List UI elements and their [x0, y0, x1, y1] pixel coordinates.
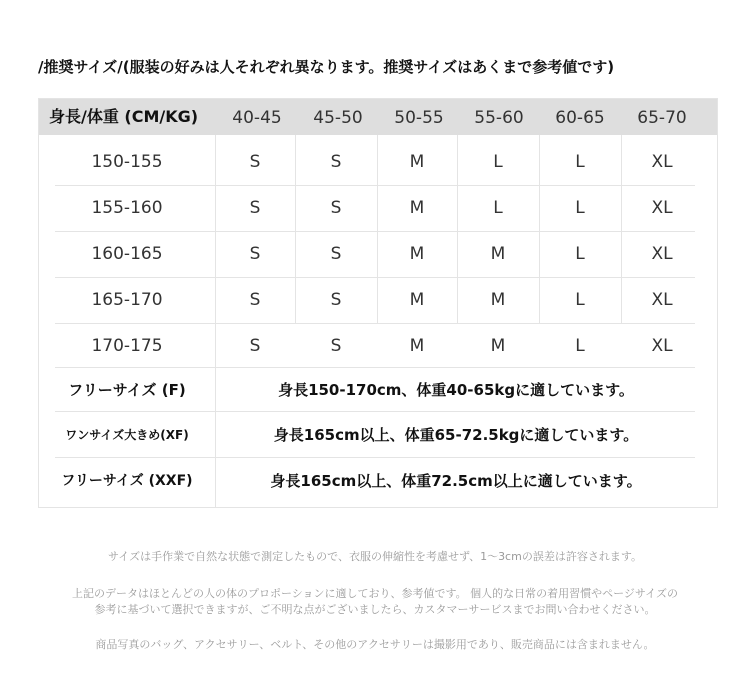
size-cell: XL — [651, 198, 673, 218]
size-chart-table — [38, 98, 718, 508]
note-accessories-not-included: 商品写真のバッグ、アクセサリー、ベルト、その他のアクセサリーは撮影用であり、販売商品には含まれません。 — [95, 638, 655, 651]
size-cell: M — [490, 244, 506, 264]
corner-label: 身長/体重 (CM/KG) — [49, 107, 199, 126]
size-cell: L — [575, 244, 585, 264]
size-cell: XL — [651, 336, 673, 356]
free-size-row — [39, 367, 717, 411]
note-reference-values: 上記のデータはほとんどの人の体のプロポーションに適しており、参考値です。 個人的な日常の着用習慣やページサイズの — [71, 587, 679, 600]
size-cell: XL — [651, 152, 673, 172]
size-cell: M — [409, 152, 425, 172]
size-cell: L — [575, 336, 585, 356]
size-cell: M — [409, 198, 425, 218]
note-measurement-tolerance: サイズは手作業で自然な状態で測定したもので、衣服の伸縮性を考慮せず、1～3cmの誤差は許容されます。 — [108, 550, 642, 563]
size-guide-heading: /推奨サイズ/(服装の好みは人それぞれ異なります。推奨サイズはあくまで参考値です) — [38, 58, 615, 76]
table-row — [39, 231, 717, 277]
free-size-description: 身長165cm以上、体重65-72.5kgに適しています。 — [273, 425, 639, 444]
size-cell: S — [249, 152, 261, 172]
table-row — [39, 277, 717, 323]
free-size-label: フリーサイズ (XXF) — [61, 473, 193, 489]
table-row — [39, 185, 717, 231]
size-cell: S — [330, 198, 342, 218]
weight-column-header: 60-65 — [555, 108, 605, 128]
size-cell: M — [409, 244, 425, 264]
free-size-label: ワンサイズ大きめ(XF) — [65, 427, 189, 442]
free-size-row — [39, 411, 717, 457]
weight-column-header: 55-60 — [474, 108, 524, 128]
height-range-cell: 155-160 — [91, 198, 163, 218]
height-range-cell: 165-170 — [91, 290, 163, 310]
size-cell: S — [330, 152, 342, 172]
table-header-row — [39, 99, 717, 135]
size-cell: M — [490, 336, 506, 356]
free-size-description: 身長165cm以上、体重72.5cm以上に適しています。 — [270, 471, 642, 490]
weight-column-header: 45-50 — [313, 108, 363, 128]
size-cell: L — [493, 198, 503, 218]
size-cell: S — [249, 336, 261, 356]
size-cell: S — [330, 244, 342, 264]
table-row — [39, 323, 717, 369]
height-range-cell: 150-155 — [91, 152, 163, 172]
table-row — [39, 139, 717, 185]
free-size-label: フリーサイズ (F) — [68, 380, 186, 399]
size-cell: S — [249, 244, 261, 264]
size-cell: M — [490, 290, 506, 310]
height-range-cell: 160-165 — [91, 244, 163, 264]
size-cell: L — [493, 152, 503, 172]
size-cell: L — [575, 152, 585, 172]
free-size-row — [39, 457, 717, 503]
size-cell: XL — [651, 290, 673, 310]
height-range-cell: 170-175 — [91, 336, 163, 356]
size-cell: L — [575, 198, 585, 218]
size-cell: L — [575, 290, 585, 310]
size-cell: M — [409, 336, 425, 356]
size-cell: S — [249, 198, 261, 218]
weight-column-header: 65-70 — [637, 108, 687, 128]
note-customer-service: 参考に基づいて選択できますが、ご不明な点がございましたら、カスタマーサービスまでお問い合わせください。 — [94, 603, 656, 616]
size-cell: XL — [651, 244, 673, 264]
size-cell: M — [409, 290, 425, 310]
size-cell: S — [330, 290, 342, 310]
weight-column-header: 50-55 — [394, 108, 444, 128]
free-size-description: 身長150-170cm、体重40-65kgに適しています。 — [278, 380, 634, 399]
weight-column-header: 40-45 — [232, 108, 282, 128]
size-cell: S — [330, 336, 342, 356]
size-cell: S — [249, 290, 261, 310]
